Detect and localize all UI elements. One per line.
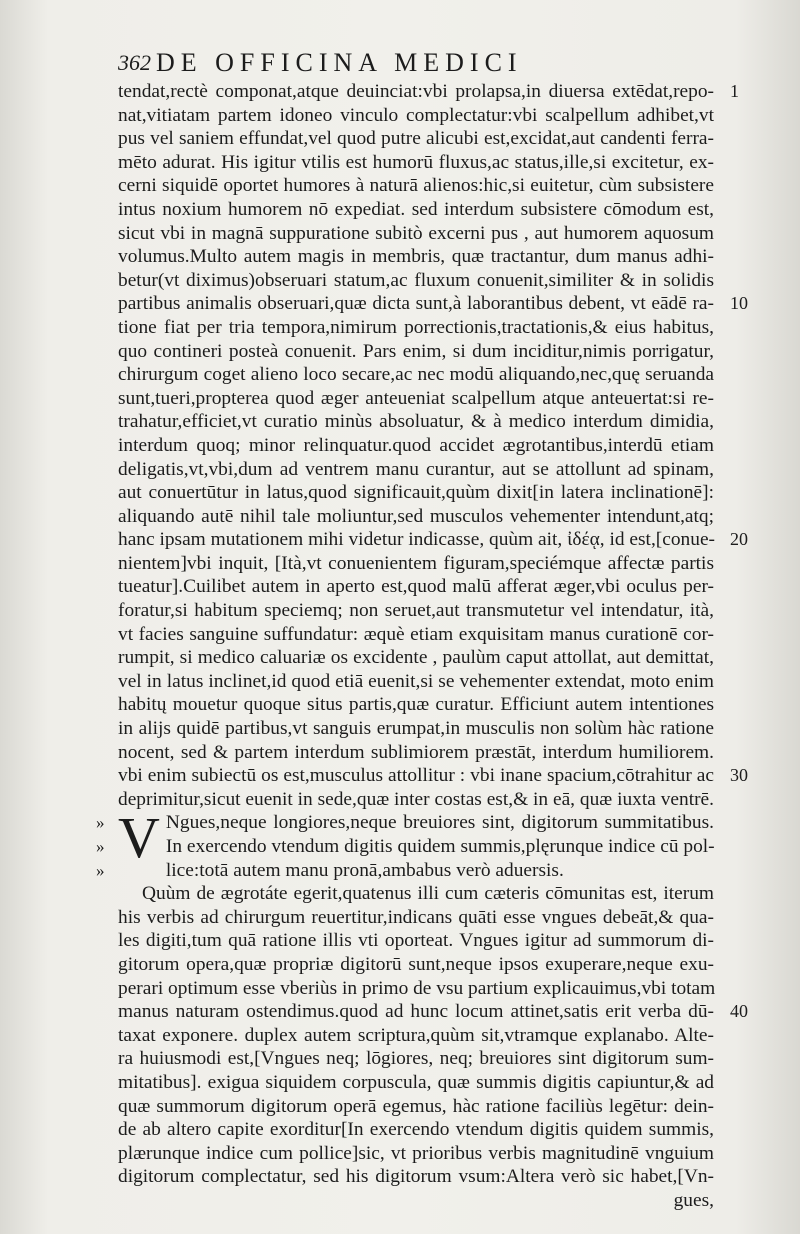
text-line (118, 764, 748, 788)
line-text: hanc ipsam mutationem mihi videtur indicasse, quùm ait, ἰδέᾳ, id est,[conue- (118, 529, 716, 551)
text-line (118, 528, 748, 552)
line-text: ra huiusmodi est,[Vngues neq; lōgiores, neq; breuiores sint digitorum sum- (118, 1048, 714, 1070)
text-line (118, 434, 714, 458)
line-text: chirurgum coget alieno loco secare,ac nec modū aliquando,nec,quę seruanda (118, 364, 714, 386)
line-text: aut conuertūtur in latus,quod significauit,quùm dixit[in latera inclinationē]: (118, 482, 714, 504)
quotation-mark: » (96, 837, 105, 856)
line-text: volumus.Multo autem magis in membris, quæ tractantur, dum manus adhi- (118, 246, 714, 268)
text-line (118, 410, 714, 434)
line-text: quo contineri posteà conuenit. Pars enim, si dum inciditur,nimis porrigatur, (118, 340, 714, 362)
text-line (118, 1189, 714, 1213)
line-text: Quùm de ægrotáte egerit,quatenus illi cum cæteris cōmunitas est, iterum (142, 883, 714, 905)
text-line (118, 670, 714, 694)
text-line (118, 222, 714, 246)
text-line (96, 835, 715, 859)
line-text: mēto adurat. His igitur vtilis est humorū fluxus,ac status,ille,si excitetur, ex- (118, 151, 714, 173)
line-text: quæ summorum digitorum operā egemus, hàc ratione faciliùs legētur: dein- (118, 1095, 714, 1117)
text-line (118, 1000, 748, 1024)
line-text: gitorum opera,quæ propriæ digitorū sunt,neque ipsos exuperare,neque exu- (118, 953, 714, 975)
line-text: habitų mouetur quoque situs partis,quæ curatur. Efficiunt autem intentiones (118, 694, 714, 716)
line-text: vt facies sanguine suffundatur: æquè etiam exquisitam manus curationē cor- (118, 623, 714, 645)
text-line (118, 977, 714, 1001)
text-line (118, 717, 714, 741)
text-line (118, 1142, 714, 1166)
line-text: Ngues,neque longiores,neque breuiores sint, digitorum summitatibus. (165, 812, 714, 834)
text-line (118, 646, 714, 670)
line-text: gues, (673, 1189, 714, 1211)
text-line (118, 1047, 714, 1071)
line-text: tione fiat per tria tempora,nimirum porrectionis,tractationis,& eius habitus, (118, 316, 714, 338)
line-text: intus noxium humorem nō expediat. sed interdum subsistere cōmodum est, (118, 198, 714, 220)
line-text: In exercendo vtendum digitis quidem summis,plęrunque indice cū pol- (165, 836, 715, 857)
text-line (118, 741, 714, 765)
line-text: interdum quoq; minor relinquatur.quod accidet ægrotantibus,interdū etiam (118, 434, 714, 456)
line-text: lice:totā autem manu pronā,ambabus verò aduersis. (165, 859, 564, 881)
line-text: foratur,si habitum speciemq; non seruet,aut transmutetur vel intendatur, ità, (118, 600, 714, 622)
line-text: aliquando autē nihil tale moliuntur,sed musculos vehementer intendunt,atq; (118, 505, 714, 527)
text-line (118, 599, 714, 623)
line-number: 10 (730, 293, 748, 314)
text-line (118, 623, 714, 647)
line-text: deprimitur,sicut euenit in sede,quæ inter costas est,& in eā, quæ iuxta ventrē. (118, 788, 714, 810)
text-line (118, 104, 714, 128)
text-line (118, 505, 714, 529)
quotation-mark: » (96, 813, 105, 833)
line-text: taxat exponere. duplex autem scriptura,quùm sit,vtramque explanabo. Alte- (118, 1024, 714, 1046)
line-text: sunt,tueri,propterea quod æger anteueniat scalpellum atque anteuertat:si re- (118, 387, 714, 409)
line-text: plærunque indice cum pollice]sic, vt prioribus verbis magnitudinē vnguium (118, 1142, 714, 1164)
text-line (118, 340, 714, 364)
text-line (118, 363, 714, 387)
text-line (118, 127, 714, 151)
quotation-mark: » (96, 860, 105, 880)
text-line (118, 198, 714, 222)
line-text: tueatur].Cuilibet autem in aperto est,quod malū afferat æger,vbi oculus per- (118, 576, 714, 598)
page-header (118, 48, 658, 78)
text-line (118, 458, 714, 482)
line-text: digitorum complectatur, sed his digitorum vsum:Altera verò sic habet,[Vn- (118, 1166, 714, 1188)
text-line (118, 1095, 714, 1119)
line-text: partibus animalis obseruari,quæ dicta sunt,à laborantibus debent, vt eādē ra- (118, 293, 714, 315)
text-line (118, 552, 714, 576)
text-line (118, 80, 739, 104)
line-text: nat,vitiatam partem idoneo vinculo complectatur:vbi scalpellum adhibet,vt (118, 104, 714, 126)
text-line (96, 859, 714, 883)
text-line (118, 174, 714, 198)
text-line (118, 788, 714, 812)
line-number: 40 (730, 1001, 748, 1022)
text-line (118, 292, 748, 316)
line-text: vel in latus inclinet,id quod etiā euenit,si se vehementer extendat, moto enim (118, 670, 714, 692)
text-line (118, 387, 714, 411)
text-line (118, 693, 714, 717)
line-number: 1 (730, 81, 739, 101)
text-line (118, 575, 714, 599)
line-text: trahatur,efficiet,vt curatio minùs absoluatur, & à medico interdum dimidia, (118, 411, 714, 433)
text-line (118, 1118, 714, 1142)
line-text: his verbis ad chirurgum reuertitur,indicans quāti esse vngues debeāt,& qua- (118, 906, 714, 928)
text-line (118, 882, 714, 906)
line-text: deligatis,vt,vbi,dum ad ventrem manu curantur, aut se attollunt ad spinam, (118, 458, 714, 480)
text-line (118, 1071, 714, 1095)
text-line (118, 151, 714, 175)
text-line (118, 1024, 714, 1048)
body-text (96, 80, 748, 1213)
text-line (118, 953, 714, 977)
line-text: tendat,rectè componat,atque deuinciat:vbi prolapsa,in diuersa extēdat,repo- (118, 81, 714, 102)
text-line (118, 929, 714, 953)
line-text: betur(vt diximus)obseruari statum,ac fluxum conuenit,similiter & in solidis (118, 269, 714, 291)
line-number: 20 (730, 529, 748, 550)
line-text: pus vel saniem effundat,vel quod putre alicubi est,excidat,aut candenti ferra- (118, 128, 714, 150)
line-text: nocent, sed & partem interdum sublimiorem præstāt, interdum humiliorem. (118, 741, 714, 763)
text-line (118, 316, 714, 340)
text-line (118, 906, 714, 930)
text-line (118, 269, 714, 293)
line-text: de ab altero capite exorditur[In exercendo vtendum digitis quidem summis, (118, 1119, 714, 1141)
running-title: DE OFFICINA MEDICI (156, 48, 523, 77)
line-number: 30 (730, 765, 748, 786)
line-text: sicut vbi in magnā suppuratione subitò excerni pus , aut humorem aquosum (118, 222, 714, 244)
line-text: in alijs quidē partibus,vt sanguis erumpat,in musculis non solùm hàc ratione (118, 718, 714, 740)
text-line (118, 245, 714, 269)
line-text: vbi enim subiectū os est,musculus attollitur : vbi inane spacium,cōtrahitur ac (118, 765, 714, 787)
line-text: les digiti,tum quā ratione illis vti oporteat. Vngues igitur ad summorum di- (118, 930, 714, 952)
drop-cap: V (118, 805, 160, 871)
line-text: nientem]vbi inquit, [Ità,vt conuenientem figuram,speciémque affectæ partis (118, 552, 714, 574)
line-text: cerni siquidē oportet humores à naturā alienos:hic,si euitetur, cùm subsistere (118, 175, 714, 197)
text-line (118, 1165, 714, 1189)
line-text: perari optimum esse vberiùs in primo de vsu partium explicauimus,vbi totam (118, 977, 716, 999)
page-number: 362 (118, 50, 151, 75)
line-text: manus naturam ostendimus.quod ad hunc locum attinet,satis erit verba dū- (118, 1001, 714, 1023)
line-text: mitatibus]. exigua siquidem corpuscula, quæ summis digitis capiuntur,& ad (118, 1071, 714, 1093)
text-line (118, 481, 714, 505)
line-text: rumpit, si medico caluariæ os excidente , paulùm caput attollat, aut demittat, (118, 647, 714, 669)
